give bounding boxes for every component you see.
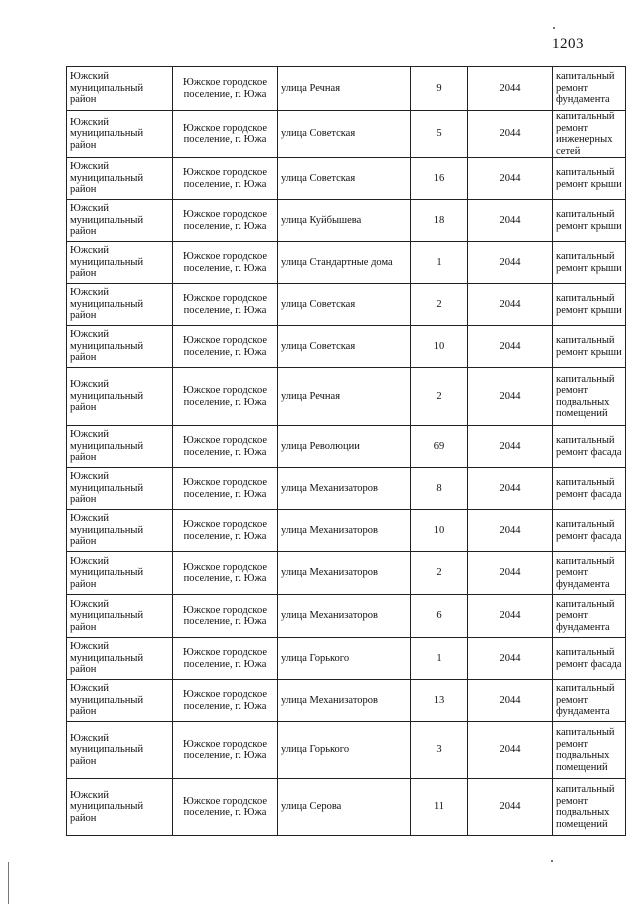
settlement-cell: Южское городское поселение, г. Южа (173, 510, 278, 552)
street-cell: улица Механизаторов (278, 552, 411, 595)
street-cell: улица Механизаторов (278, 680, 411, 722)
scan-speck (553, 27, 555, 29)
street-cell: улица Советская (278, 326, 411, 368)
scan-edge-mark (8, 862, 9, 904)
work-type-cell: капитальный ремонт фасада (553, 426, 626, 468)
year-cell: 2044 (468, 326, 553, 368)
table-row (67, 200, 626, 242)
district-cell: Южский муниципальный район (67, 242, 173, 284)
settlement-cell: Южское городское поселение, г. Южа (173, 111, 278, 158)
settlement-cell: Южское городское поселение, г. Южа (173, 680, 278, 722)
settlement-cell: Южское городское поселение, г. Южа (173, 722, 278, 779)
house-number-cell: 69 (411, 426, 468, 468)
work-type-cell: капитальный ремонт фундамента (553, 552, 626, 595)
work-type-cell: капитальный ремонт крыши (553, 326, 626, 368)
district-cell: Южский муниципальный район (67, 284, 173, 326)
house-number-cell: 5 (411, 111, 468, 158)
street-cell: улица Механизаторов (278, 468, 411, 510)
settlement-cell: Южское городское поселение, г. Южа (173, 552, 278, 595)
district-cell: Южский муниципальный район (67, 638, 173, 680)
house-number-cell: 8 (411, 468, 468, 510)
year-cell: 2044 (468, 67, 553, 111)
district-cell: Южский муниципальный район (67, 510, 173, 552)
year-cell: 2044 (468, 284, 553, 326)
street-cell: улица Речная (278, 368, 411, 426)
house-number-cell: 1 (411, 242, 468, 284)
house-number-cell: 16 (411, 158, 468, 200)
house-number-cell: 11 (411, 779, 468, 836)
district-cell: Южский муниципальный район (67, 722, 173, 779)
work-type-cell: капитальный ремонт крыши (553, 200, 626, 242)
work-type-cell: капитальный ремонт фасада (553, 468, 626, 510)
work-type-cell: капитальный ремонт фундамента (553, 595, 626, 638)
street-cell: улица Речная (278, 67, 411, 111)
year-cell: 2044 (468, 426, 553, 468)
district-cell: Южский муниципальный район (67, 158, 173, 200)
street-cell: улица Горького (278, 722, 411, 779)
house-number-cell: 9 (411, 67, 468, 111)
district-cell: Южский муниципальный район (67, 680, 173, 722)
year-cell: 2044 (468, 722, 553, 779)
table-row (67, 779, 626, 836)
year-cell: 2044 (468, 111, 553, 158)
table-row (67, 426, 626, 468)
house-number-cell: 10 (411, 510, 468, 552)
settlement-cell: Южское городское поселение, г. Южа (173, 326, 278, 368)
year-cell: 2044 (468, 680, 553, 722)
table-row (67, 552, 626, 595)
house-number-cell: 18 (411, 200, 468, 242)
page-number: 1203 (552, 36, 584, 52)
work-type-cell: капитальный ремонт фундамента (553, 67, 626, 111)
settlement-cell: Южское городское поселение, г. Южа (173, 638, 278, 680)
settlement-cell: Южское городское поселение, г. Южа (173, 67, 278, 111)
work-type-cell: капитальный ремонт фасада (553, 638, 626, 680)
table-row (67, 242, 626, 284)
street-cell: улица Советская (278, 158, 411, 200)
table-row (67, 680, 626, 722)
year-cell: 2044 (468, 242, 553, 284)
year-cell: 2044 (468, 200, 553, 242)
work-type-cell: капитальный ремонт подвальных помещений (553, 779, 626, 836)
settlement-cell: Южское городское поселение, г. Южа (173, 284, 278, 326)
table-row (67, 510, 626, 552)
year-cell: 2044 (468, 595, 553, 638)
house-number-cell: 13 (411, 680, 468, 722)
work-type-cell: капитальный ремонт фасада (553, 510, 626, 552)
street-cell: улица Революции (278, 426, 411, 468)
street-cell: улица Механизаторов (278, 595, 411, 638)
repair-schedule-table (66, 66, 626, 836)
year-cell: 2044 (468, 158, 553, 200)
settlement-cell: Южское городское поселение, г. Южа (173, 779, 278, 836)
work-type-cell: капитальный ремонт подвальных помещений (553, 722, 626, 779)
table-row (67, 111, 626, 158)
district-cell: Южский муниципальный район (67, 67, 173, 111)
district-cell: Южский муниципальный район (67, 595, 173, 638)
district-cell: Южский муниципальный район (67, 200, 173, 242)
work-type-cell: капитальный ремонт крыши (553, 284, 626, 326)
table-row (67, 158, 626, 200)
street-cell: улица Горького (278, 638, 411, 680)
year-cell: 2044 (468, 468, 553, 510)
table-row (67, 595, 626, 638)
table-row (67, 67, 626, 111)
work-type-cell: капитальный ремонт подвальных помещений (553, 368, 626, 426)
house-number-cell: 2 (411, 284, 468, 326)
house-number-cell: 1 (411, 638, 468, 680)
house-number-cell: 3 (411, 722, 468, 779)
house-number-cell: 10 (411, 326, 468, 368)
street-cell: улица Механизаторов (278, 510, 411, 552)
district-cell: Южский муниципальный район (67, 111, 173, 158)
table-body (67, 67, 626, 836)
work-type-cell: капитальный ремонт крыши (553, 158, 626, 200)
work-type-cell: капитальный ремонт инженерных сетей (553, 111, 626, 158)
table-row (67, 638, 626, 680)
settlement-cell: Южское городское поселение, г. Южа (173, 468, 278, 510)
district-cell: Южский муниципальный район (67, 468, 173, 510)
district-cell: Южский муниципальный район (67, 779, 173, 836)
district-cell: Южский муниципальный район (67, 326, 173, 368)
year-cell: 2044 (468, 779, 553, 836)
settlement-cell: Южское городское поселение, г. Южа (173, 200, 278, 242)
street-cell: улица Куйбышева (278, 200, 411, 242)
work-type-cell: капитальный ремонт крыши (553, 242, 626, 284)
street-cell: улица Советская (278, 111, 411, 158)
year-cell: 2044 (468, 552, 553, 595)
settlement-cell: Южское городское поселение, г. Южа (173, 368, 278, 426)
table-row (67, 326, 626, 368)
work-type-cell: капитальный ремонт фундамента (553, 680, 626, 722)
table-row (67, 368, 626, 426)
house-number-cell: 6 (411, 595, 468, 638)
street-cell: улица Стандартные дома (278, 242, 411, 284)
street-cell: улица Серова (278, 779, 411, 836)
settlement-cell: Южское городское поселение, г. Южа (173, 426, 278, 468)
table-row (67, 722, 626, 779)
table-row (67, 468, 626, 510)
settlement-cell: Южское городское поселение, г. Южа (173, 595, 278, 638)
table-row (67, 284, 626, 326)
district-cell: Южский муниципальный район (67, 552, 173, 595)
year-cell: 2044 (468, 510, 553, 552)
year-cell: 2044 (468, 368, 553, 426)
settlement-cell: Южское городское поселение, г. Южа (173, 242, 278, 284)
house-number-cell: 2 (411, 368, 468, 426)
year-cell: 2044 (468, 638, 553, 680)
settlement-cell: Южское городское поселение, г. Южа (173, 158, 278, 200)
district-cell: Южский муниципальный район (67, 426, 173, 468)
district-cell: Южский муниципальный район (67, 368, 173, 426)
scan-speck (551, 860, 553, 862)
house-number-cell: 2 (411, 552, 468, 595)
street-cell: улица Советская (278, 284, 411, 326)
